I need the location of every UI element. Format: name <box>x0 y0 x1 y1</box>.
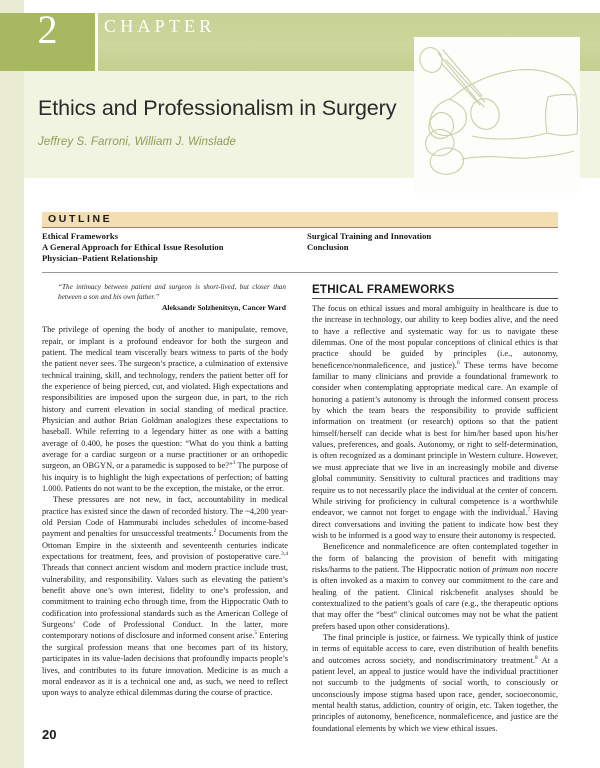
paragraph-text-tail: These terms have become familiar to many clinicians and provide a foundational framework to consider when contemplating appropriate medical care. An example of honoring a patient’s autonomy is through the informed consent process by which the team bears the responsibility to provide sufficient information on treatment (or research) options so that the patient himself/herself can decide what is best for him/her based upon his/her values, preferences, and goals. Autonomy, or right to self-determination, is often recognized as a dominant principle in Western culture. However, we must appreciate that we live in an increasingly mobile and diverse global community. Sensitivity to cultural practices and traditions may require us to not necessarily place the individual at the center of concern. While striving for proficiency in cultural competence is a worthwhile endeavor, we cannot not forget to engage with the individual. <box>312 360 558 518</box>
paragraph-text-tail: At a patient level, an appeal to justice would have the individual practitioner not succumb to the judgments of social worth, to consciously or unconsciously impose stigma based upon race, gender, socioeconomic, mental health status, addiction, country of origin, etc. Taken together, the principles of autonomy, beneficence, nonmaleficence, and justice are the foundational elements by which we view ethical issues. <box>312 655 558 733</box>
paragraph <box>312 541 558 632</box>
paragraph-text-tail2: Having direct conversations and inviting the patient to indicate how best they wish to be informed is a good way to ensure their autonomy is respected. <box>312 508 558 540</box>
outline-label: OUTLINE <box>48 213 113 225</box>
page-title: Ethics and Professionalism in Surgery <box>38 96 397 120</box>
page-number: 20 <box>42 727 57 742</box>
outline-item[interactable]: Ethical Frameworks <box>42 231 119 241</box>
paragraph <box>42 494 288 698</box>
epigraph-work: Cancer Ward <box>242 303 286 313</box>
reference-marker[interactable]: 1 <box>232 460 236 467</box>
paragraph-text-tail: Documents from the Ottoman Empire in the sixteenth and seventeenth centuries indicate expectations for treatment, fees, and provision of postoperative care. <box>42 529 288 562</box>
section-heading: ETHICAL FRAMEWORKS <box>312 283 558 299</box>
epigraph-quote: “The intimacy between patient and surgeon is short-lived, but closer than between a son and his own father.” <box>58 283 286 301</box>
reference-marker[interactable]: 2 <box>213 528 217 535</box>
left-margin-bar <box>0 0 24 768</box>
paragraph-text: These pressures are not new, in fact, accountability in medical practice has existed since the dawn of recorded history. The ~4,200 year-old Persian Code of Hammurabi includes schedules of income-based payment and penalties for unsuccessful treatments. <box>42 495 288 539</box>
paragraph <box>42 324 288 494</box>
chapter-label: CHAPTER <box>104 16 216 36</box>
outline-item[interactable]: Surgical Training and Innovation <box>307 231 432 241</box>
outline-header-bar <box>42 212 558 228</box>
chapter-authors: Jeffrey S. Farroni, William J. Winslade <box>38 136 236 148</box>
outline-bottom-rule <box>42 272 558 273</box>
body-columns <box>42 283 558 734</box>
outline-item[interactable]: Conclusion <box>307 242 349 253</box>
paragraph-text-tail3: Entering the surgical profession means that one becomes part of its history, participates in its value-laden decisions that profoundly impacts people’s lives, and contributes to its future innovation. Medicine is as much a moral endeavor as it is a technical one and, as such, we need to reflect upon ways to analyze ethical dilemmas during the course of practice. <box>42 631 288 698</box>
paragraph <box>312 303 558 541</box>
paragraph-text: The final principle is justice, or fairness. We typically think of justice in terms of equitable access to care, even distribution of health benefits and outcomes across society, and nondiscriminatory treatment. <box>312 632 558 665</box>
right-text-column <box>312 283 558 734</box>
outline-left-column <box>42 231 300 265</box>
reference-marker[interactable]: 3,4 <box>281 551 288 558</box>
paragraph-text: The privilege of opening the body of another to manipulate, remove, repair, or implant is a profound endeavor for both the surgeon and patient. The medical team viscerally bears witness to parts of the body the patient never sees. The surgeon’s practice, a culmination of extensive technical training, skill, and technology, renders the patient better off for the experience of being pierced, cut, and violated. High expectations and responsibilities are imposed upon the surgeon due, in part, to the rich history and current elevation in social standing of medical practice. Physician and author Brian Goldman analogizes these expectations to baseball. While referring to a legendary hitter as one with a batting average of 0.400, he poses the question: “What do you think a batting average for a cardiac surgeon or a nurse practitioner or an orthopedic surgeon, an OBGYN, or a paramedic is supposed to be?” <box>42 325 288 471</box>
reference-marker[interactable]: 6 <box>456 359 460 366</box>
latin-phrase: primum non nocere <box>492 564 558 574</box>
left-text-column <box>42 283 288 734</box>
epigraph-attribution: Aleksandr Solzhenitsyn, Cancer Ward <box>161 303 286 313</box>
outline-right-column <box>300 231 558 265</box>
paragraph-text-tail2: Threads that connect ancient wisdom and modern practice include trust, vulnerability, and responsibility. Values such as elevating the patient’s benefit above one’s own interest, fidelity to one’s profession, and commitment to training echo through time, from the Hippocratic Oath to codification into professional standards such as the American College of Surgeons’ Code of Professional Conduct. In the latter, more contemporary notions of disclosure and informed consent arise. <box>42 563 288 641</box>
reference-marker[interactable]: 5 <box>254 630 258 637</box>
paragraph-text: The focus on ethical issues and moral ambiguity in healthcare is due to the increase in technology, our ability to keep bodies alive, and the need to have a reflective and systematic way for us to navigate these dilemmas. One of the most popular conceptions of clinical ethics is that practice should be guided by principles (i.e., autonomy, beneficence/nonmaleficence, and justice). <box>312 304 558 370</box>
reference-marker[interactable]: 7 <box>527 507 531 514</box>
epigraph-author: Aleksandr Solzhenitsyn <box>161 303 239 313</box>
paragraph-text-tail: is often invoked as a maxim to convey our commitment to the care and healing of the patient. Clinical risk:benefit analyses should be contextualized to the patient’s goals of care (e.g., the therapeutic options that may offer the “best” clinical outcomes may not be what the patient prefers based upon other considerations). <box>312 576 558 631</box>
chapter-number: 2 <box>37 7 58 52</box>
outline-box <box>42 212 558 273</box>
outline-item[interactable]: A General Approach for Ethical Issue Resolution <box>42 242 224 253</box>
paragraph-text: Beneficence and nonmaleficence are often contemplated together in the form of balancing the provision of benefit with mitigating risks/harms to the patient. The Hippocratic notion of <box>312 542 558 574</box>
outline-item[interactable]: Physician–Patient Relationship <box>42 253 158 264</box>
paragraph <box>312 632 558 734</box>
gloved-hand-holding-surgical-scissors-icon <box>414 37 580 193</box>
paragraph-text-tail: The purpose of his inquiry is to highlight the high expectations of perfection; of batting 1.000. Patients do not want to be the exception, the mistake, or the error. <box>42 461 288 493</box>
reference-marker[interactable]: 8 <box>534 654 538 661</box>
